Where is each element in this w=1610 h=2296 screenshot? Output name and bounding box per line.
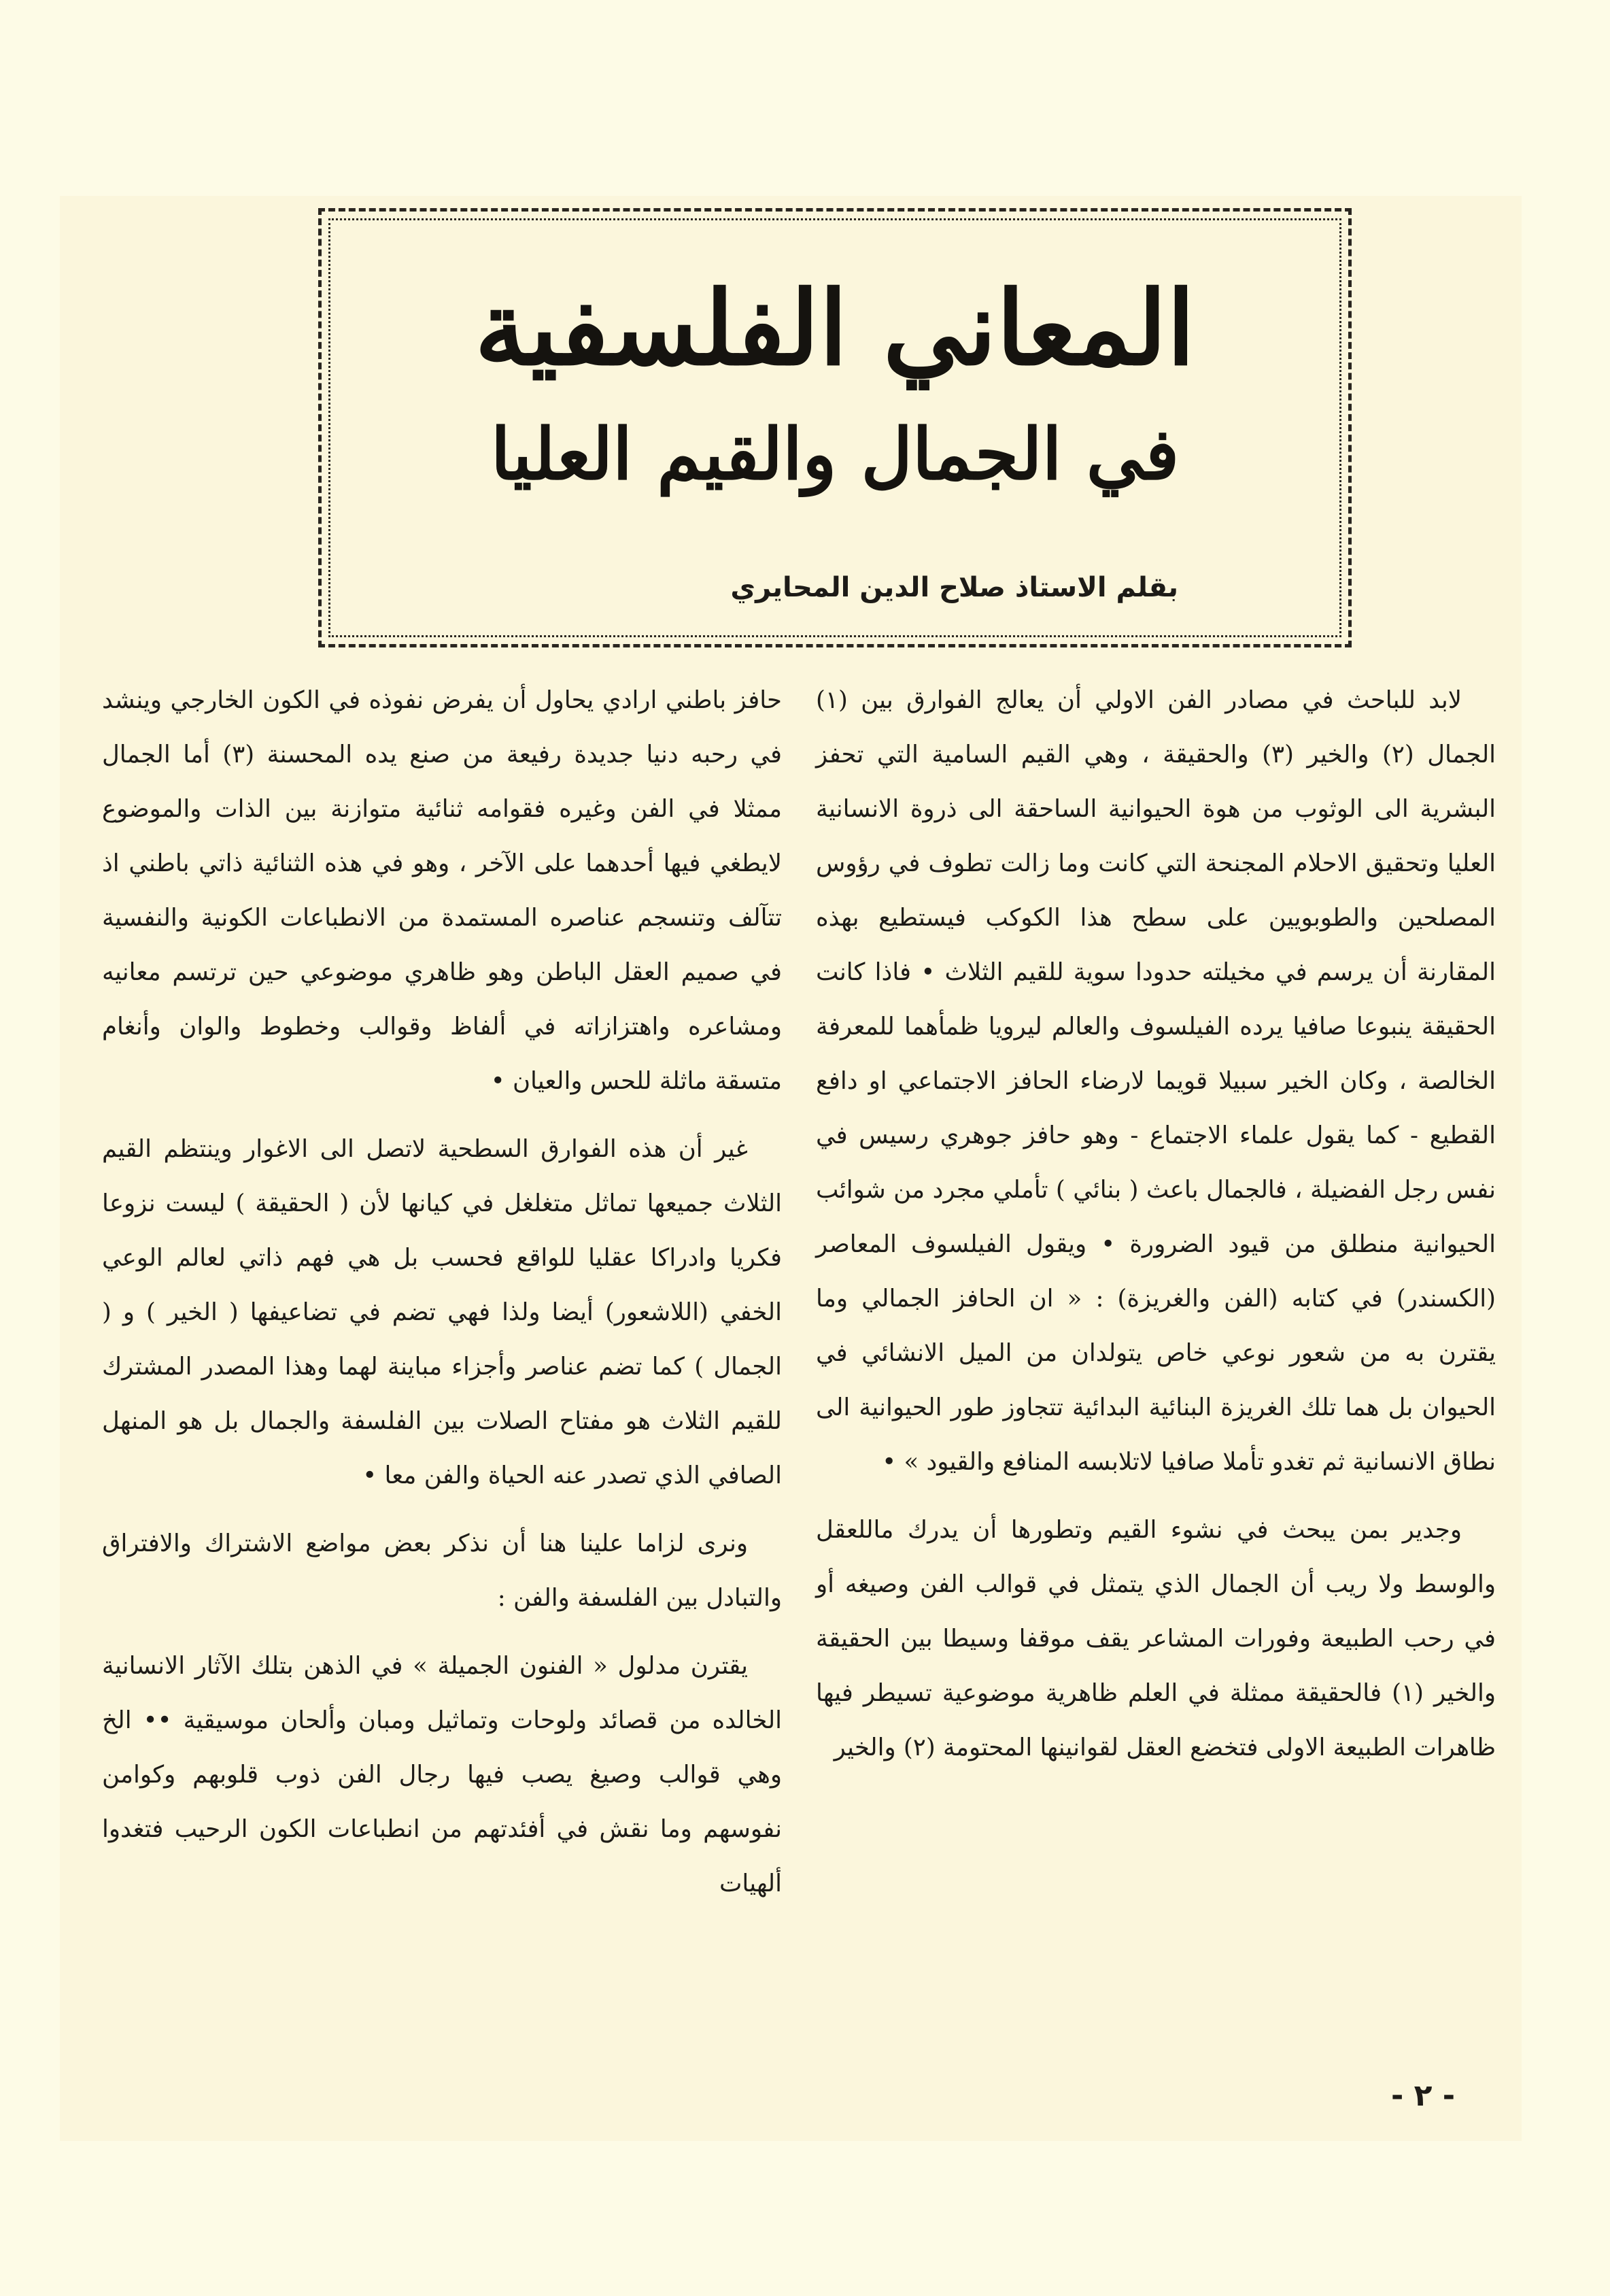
paragraph: ونرى لزاما علينا هنا أن نذكر بعض مواضع الاشتراك والافتراق والتبادل بين الفلسفة والفن :	[102, 1530, 782, 1612]
paragraph: حافز باطني ارادي يحاول أن يفرض نفوذه في الكون الخارجي وينشد في رحبه دنيا جديدة رفيعة من صنع يده المحسنة (٣) أما الجمال ممثلا في الفن وغيره فقوامه ثنائية متوازنة بين الذات والموضوع لايطغي فيها أحدهما على الآخر ، وهو في هذه الثنائية ذاتي باطني اذ تتآلف وتنسجم عناصره المستمدة من الانطباعات الكونية والنفسية في صميم العقل الباطن وهو ظاهري موضوعي حين ترتسم معانيه ومشاعره واهتزازاته في ألفاظ وقوالب وخطوط والوان وأنغام متسقة ماثلة للحس والعيان •	[102, 686, 782, 1095]
page-number: - ٢ -	[1391, 2078, 1456, 2113]
title-frame	[318, 208, 1352, 647]
article-title: المعاني الفلسفية	[475, 269, 1195, 388]
author-byline: بقلم الاستاذ صلاح الدين المحايري	[730, 572, 1178, 603]
article-subtitle: في الجمال والقيم العليا	[490, 412, 1180, 496]
paragraph: لابد للباحث في مصادر الفن الاولي أن يعالج الفوارق بين (١) الجمال (٢) والخير (٣) والحقيقة ، وهي القيم السامية التي تحفز البشرية الى الوثوب من هوة الحيوانية الساحقة الى ذروة الانسانية العليا وتحقيق الاحلام المجنحة التي كانت وما زالت تطوف في رؤوس المصلحين والطوبويين على سطح هذا الكوكب فيستطيع بهذه المقارنة أن يرسم في مخيلته حدودا سوية للقيم الثلاث • فاذا كانت الحقيقة ينبوعا صافيا يرده الفيلسوف والعالم ليرويا ظمأهما للمعرفة الخالصة ، وكان الخير سبيلا قويما لارضاء الحافز الاجتماعي او دافع القطيع - كما يقول علماء الاجتماع - وهو حافز جوهري رسيس في نفس رجل الفضيلة ، فالجمال باعث ( بنائي ) تأملي مجرد من شوائب الحيوانية منطلق من قيود الضرورة • ويقول الفيلسوف المعاصر (الكسندر) في كتابه (الفن والغريزة) : « ان الحافز الجمالي وما يقترن به من شعور نوعي خاص يتولدان من الميل الانشائي في الحيوان بل هما تلك الغريزة البنائية البدائية تتجاوز طور الحيوانية الى نطاق الانسانية ثم تغدو تأملا صافيا لاتلابسه المنافع والقيود » •	[816, 686, 1496, 1476]
right-text-column	[816, 673, 1496, 1789]
paragraph: يقترن مدلول « الفنون الجميلة » في الذهن بتلك الآثار الانسانية الخالده من قصائد ولوحات وتماثيل ومبان وألحان موسيقية •• الخ وهي قوالب وصيغ يصب فيها رجال الفن ذوب قلوبهم وكوامن نفوسهم وما نقش في أفئدتهم من انطباعات الكون الرحيب فتغدوا ألهيات	[102, 1652, 782, 1897]
paragraph: وجدير بمن يبحث في نشوء القيم وتطورها أن يدرك ماللعقل والوسط ولا ريب أن الجمال الذي يتمثل في قوالب الفن وصيغه أو في رحب الطبيعة وفورات المشاعر يقف موقفا وسيطا بين الحقيقة والخير (١) فالحقيقة ممثلة في العلم ظاهرية موضوعية تسيطر فيها ظاهرات الطبيعة الاولى فتخضع العقل لقوانينها المحتومة (٢) والخير	[816, 1516, 1496, 1761]
left-text-column	[102, 673, 782, 1925]
paragraph: غير أن هذه الفوارق السطحية لاتصل الى الاغوار وينتظم القيم الثلاث جميعها تماثل متغلغل في كيانها لأن ( الحقيقة ) ليست نزوعا فكريا وادراكا عقليا للواقع فحسب بل هي فهم ذاتي لعالم الوعي الخفي (اللاشعور) أيضا ولذا فهي تضم في تضاعيفها ( الخير ) و ( الجمال ) كما تضم عناصر وأجزاء مباينة لهما وهذا المصدر المشترك للقيم الثلاث هو مفتاح الصلات بين الفلسفة والجمال بل هو المنهل الصافي الذي تصدر عنه الحياة والفن معا •	[102, 1135, 782, 1489]
